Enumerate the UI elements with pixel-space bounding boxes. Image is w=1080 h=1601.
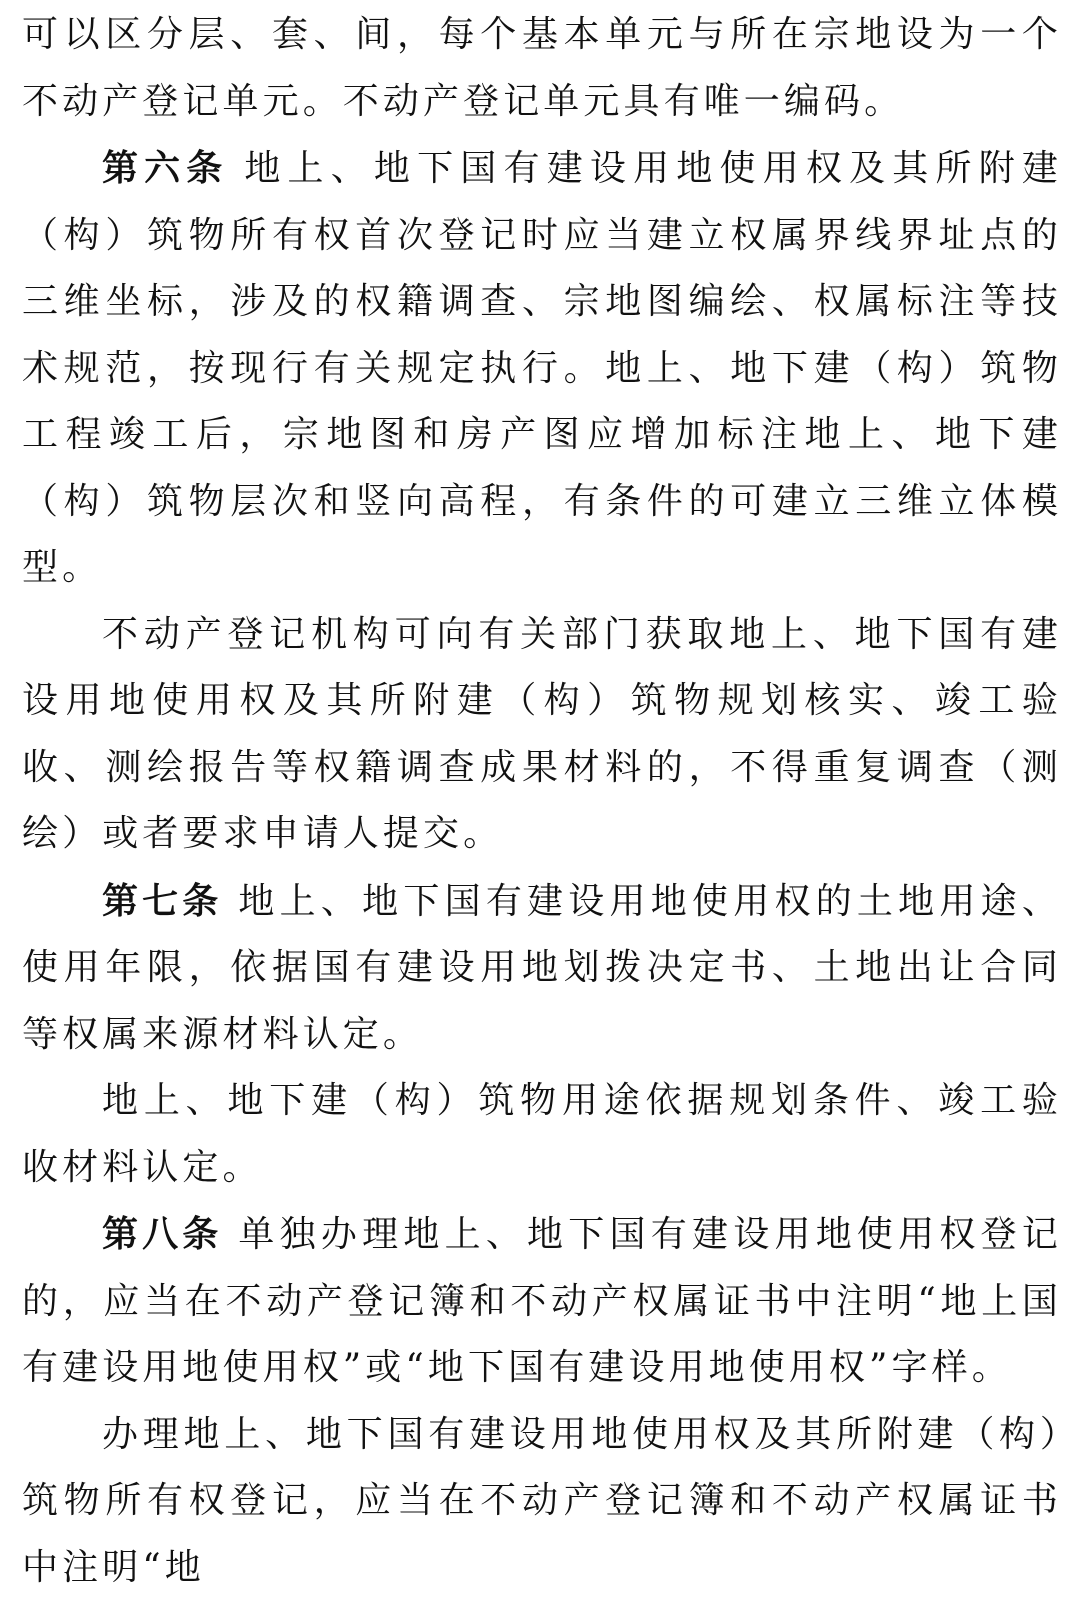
paragraph-text: 不动产登记机构可向有关部门获取地上、地下国有建设用地使用权及其所附建（构）筑物规划核实、竣工验收、测绘报告等权籍调查成果材料的，不得重复调查（测绘）或者要求申请人提交。 bbox=[22, 614, 1062, 855]
paragraph-text: 单独办理地上、地下国有建设用地使用权登记的，应当在不动产登记簿和不动产权属证书中注明“地上国有建设用地使用权”或“地下国有建设用地使用权”字样。 bbox=[22, 1214, 1062, 1388]
paragraph-text: 地上、地下国有建设用地使用权的土地用途、使用年限，依据国有建设用地划拨决定书、土地出让合同等权属来源材料认定。 bbox=[22, 881, 1062, 1055]
article-number: 第八条 bbox=[102, 1213, 222, 1255]
paragraph-text: 地上、地下建（构）筑物用途依据规划条件、竣工验收材料认定。 bbox=[22, 1080, 1062, 1188]
paragraph-text: 可以区分层、套、间，每个基本单元与所在宗地设为一个不动产登记单元。不动产登记单元具有唯一编码。 bbox=[22, 14, 1062, 122]
article-8-second-paragraph bbox=[22, 1402, 1062, 1601]
article-7-paragraph bbox=[22, 868, 1062, 1069]
article-8-paragraph bbox=[22, 1201, 1062, 1402]
paragraph-text: 地上、地下国有建设用地使用权及其所附建（构）筑物所有权首次登记时应当建立权属界线界址点的三维坐标，涉及的权籍调查、宗地图编绘、权属标注等技术规范，按现行有关规定执行。地上、地下建（构）筑物工程竣工后，宗地图和房产图应增加标注地上、地下建（构）筑物层次和竖向高程，有条件的可建立三维立体模型。 bbox=[22, 148, 1062, 588]
article-7-second-paragraph bbox=[22, 1068, 1062, 1201]
paragraph-text: 办理地上、地下国有建设用地使用权及其所附建（构）筑物所有权登记，应当在不动产登记簿和不动产权属证书中注明“地 bbox=[22, 1414, 1062, 1588]
paragraph-continuation bbox=[22, 2, 1062, 135]
document-page bbox=[22, 0, 1062, 1601]
article-number: 第七条 bbox=[102, 880, 222, 922]
article-6-paragraph bbox=[22, 135, 1062, 602]
article-6-second-paragraph bbox=[22, 602, 1062, 868]
article-number: 第六条 bbox=[102, 147, 228, 189]
